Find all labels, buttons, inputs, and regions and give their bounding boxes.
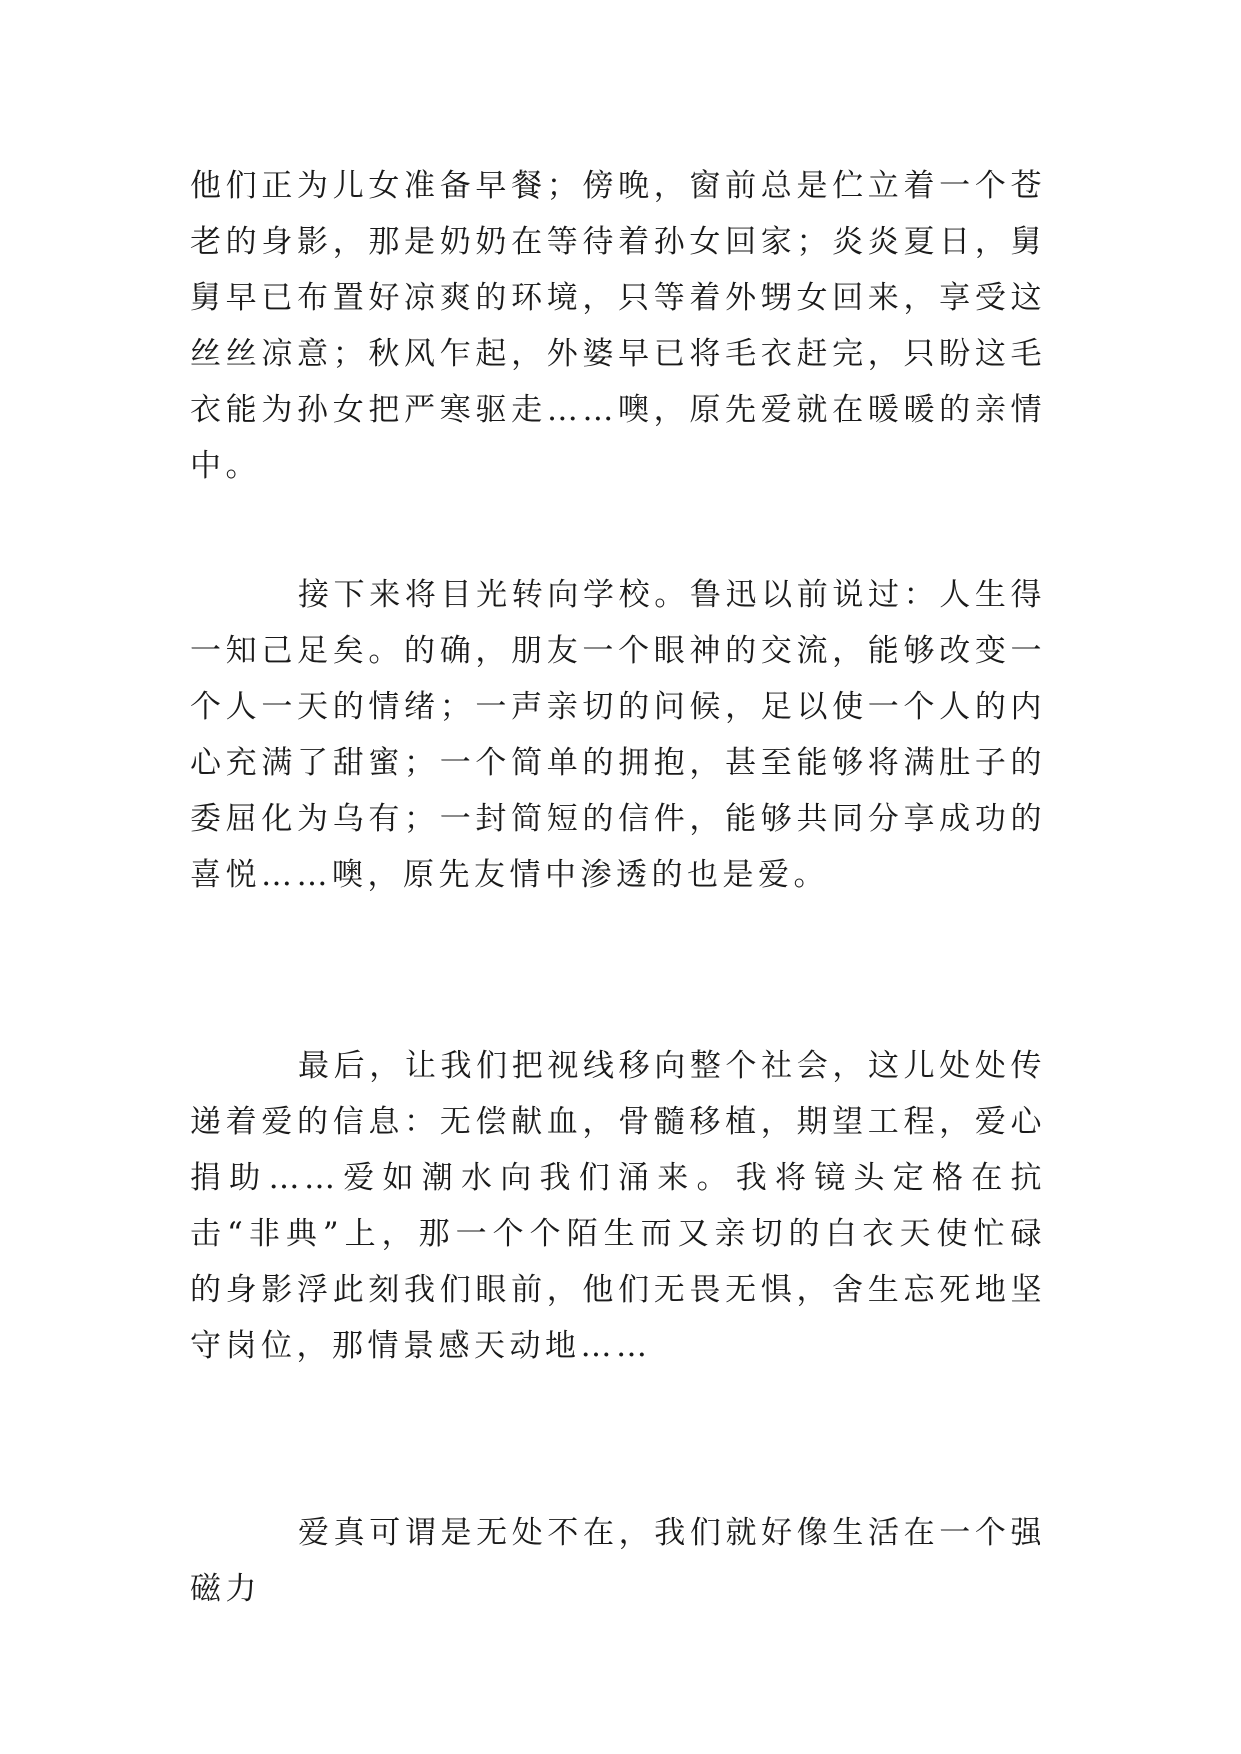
paragraph-conclusion: 爱真可谓是无处不在，我们就好像生活在一个强磁力 bbox=[190, 1515, 1046, 1607]
paragraph-family-love: 他们正为儿女准备早餐；傍晚，窗前总是伫立着一个苍老的身影，那是奶奶在等待着孙女回家；炎炎夏日，舅舅早已布置好凉爽的环境，只等着外甥女回来，享受这丝丝凉意；秋风乍起，外婆早已将毛衣赶完，只盼这毛衣能为孙女把严寒驱走……噢，原先爱就在暖暖的亲情中。 bbox=[190, 168, 1046, 484]
paragraph-society: 最后，让我们把视线移向整个社会，这儿处处传递着爱的信息：无偿献血，骨髓移植，期望工程，爱心捐助……爱如潮水向我们涌来。我将镜头定格在抗击“非典”上，那一个个陌生而又亲切的白衣天使忙碌的身影浮此刻我们眼前，他们无畏无惧，舍生忘死地坚守岗位，那情景感天动地…… bbox=[190, 1048, 1046, 1364]
paragraph-friendship: 接下来将目光转向学校。鲁迅以前说过：人生得一知己足矣。的确，朋友一个眼神的交流，能够改变一个人一天的情绪；一声亲切的问候，足以使一个人的内心充满了甜蜜；一个简单的拥抱，甚至能够将满肚子的委屈化为乌有；一封简短的信件，能够共同分享成功的喜悦……噢，原先友情中渗透的也是爱。 bbox=[190, 577, 1046, 893]
